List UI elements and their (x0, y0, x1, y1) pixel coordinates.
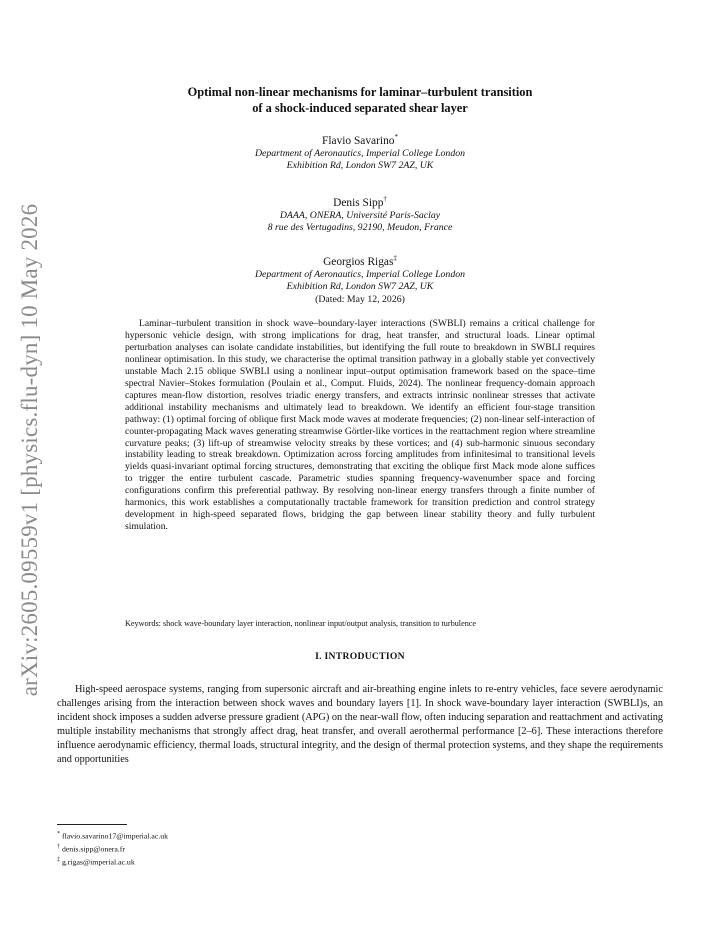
footnote-email: g.rigas@imperial.ac.uk (61, 857, 135, 867)
section-heading: I. INTRODUCTION (315, 651, 405, 662)
arxiv-identifier: arXiv:2605.09559v1 [physics.flu-dyn] 10 May 2026 (17, 203, 42, 697)
footnote-mark: ‡ (57, 857, 60, 863)
author-name: Georgios Rigas (323, 255, 394, 268)
author-name: Denis Sipp (333, 196, 384, 209)
author-affiliation: Department of Aeronautics, Imperial College London (254, 147, 466, 159)
title-line-1: Optimal non-linear mechanisms for laminar–turbulent transition (187, 85, 533, 99)
author-block-3 (85, 251, 635, 306)
author-mark: ‡ (393, 254, 397, 262)
footnote-email: denis.sipp@onera.fr (61, 844, 125, 854)
footnote-mark: † (57, 844, 60, 850)
author-block-1 (85, 130, 635, 173)
intro-paragraph: High-speed aerospace systems, ranging from supersonic aircraft and air-breathing engine inlets to re-entry vehicles, face severe aerodynamic challenges arising from the interaction between shock waves and boundary layers [1]. In shock wave-boundary layer interaction (SWBLI)s, an incident shock imposes a sudden adverse pressure gradient (APG) on the near-wall flow, often inducing separation and reattachment and activating multiple instability mechanisms that strongly affect drag, heat transfer, and overall aerothermal performance [2–6]. These interactions therefore influence aerodynamic efficiency, thermal loads, structural integrity, and the design of thermal protection systems, and they shape the requirements and opportunities (57, 684, 663, 766)
author-block-2 (85, 192, 635, 235)
arxiv-side-stamp (10, 200, 50, 700)
author-address: 8 rue des Vertugadins, 92190, Meudon, France (267, 222, 453, 234)
author-address: Exhibition Rd, London SW7 2AZ, UK (286, 160, 434, 172)
footnote-rule (57, 824, 127, 825)
paper-title (85, 84, 635, 116)
footnote (57, 842, 457, 855)
footnote (57, 829, 457, 842)
author-affiliation: DAAA, ONERA, Université Paris-Saclay (279, 209, 441, 221)
author-affiliation: Department of Aeronautics, Imperial College London (254, 268, 466, 280)
abstract: Laminar–turbulent transition in shock wave–boundary-layer interactions (SWBLI) remains a critical challenge for hypersonic vehicle design, with strong implications for drag, heat transfer, and structural loads. Linear optimal perturbation analyses can isolate candidate instabilities, but identifying the full route to breakdown in SWBLI requires nonlinear optimisation. In this study, we characterise the optimal transition pathway in a globally stable yet convectively unstable Mach 2.15 oblique SWBLI using a nonlinear input–output optimisation framework based on the space–time spectral Navier–Stokes formulation (Poulain et al., Comput. Fluids, 2024). The nonlinear frequency-domain approach captures mean-flow distortion, resolves triadic energy transfers, and extracts intrinsic nonlinear stresses that activate additional instability mechanisms and ultimately lead to breakdown. We identify an efficient four-stage transition pathway: (1) optimal forcing of oblique first Mack mode waves at moderate frequencies; (2) non-linear self-interaction of counter-propagating Mack waves generating streamwise Görtler-like vortices in the reattachment region where streamline curvature peaks; (3) lift-up of streamwise velocity streaks by these vortices; and (4) sub-harmonic sinuous secondary instability leading to streak breakdown. Optimization across forcing amplitudes from infinitesimal to transitional levels yields quasi-invariant optimal forcing structures, demonstrating that exciting the oblique first Mack mode alone suffices to trigger the entire turbulent cascade. Parametric studies spanning frequency-wavenumber space and forcing configurations confirm this preferential pathway. By resolving non-linear energy transfers through a finite number of harmonics, this work establishes a computationally tractable framework for transition prediction and control strategy development in high-speed separated flows, bridging the gap between linear stability theory and fully turbulent simulation. (125, 318, 595, 533)
author-name: Flavio Savarino (322, 134, 395, 147)
title-line-2: of a shock-induced separated shear layer (252, 101, 468, 115)
footnotes (57, 829, 457, 868)
author-address: Exhibition Rd, London SW7 2AZ, UK (286, 281, 434, 293)
footnote-email: flavio.savarino17@imperial.ac.uk (61, 831, 169, 841)
author-mark: * (394, 133, 398, 141)
footnote-mark: * (57, 831, 60, 837)
dated-line: (Dated: May 12, 2026) (315, 293, 405, 305)
author-mark: † (383, 195, 387, 203)
keywords: Keywords: shock wave-boundary layer interaction, nonlinear input/output analysis, transition to turbulence (125, 619, 477, 628)
footnote (57, 855, 457, 868)
